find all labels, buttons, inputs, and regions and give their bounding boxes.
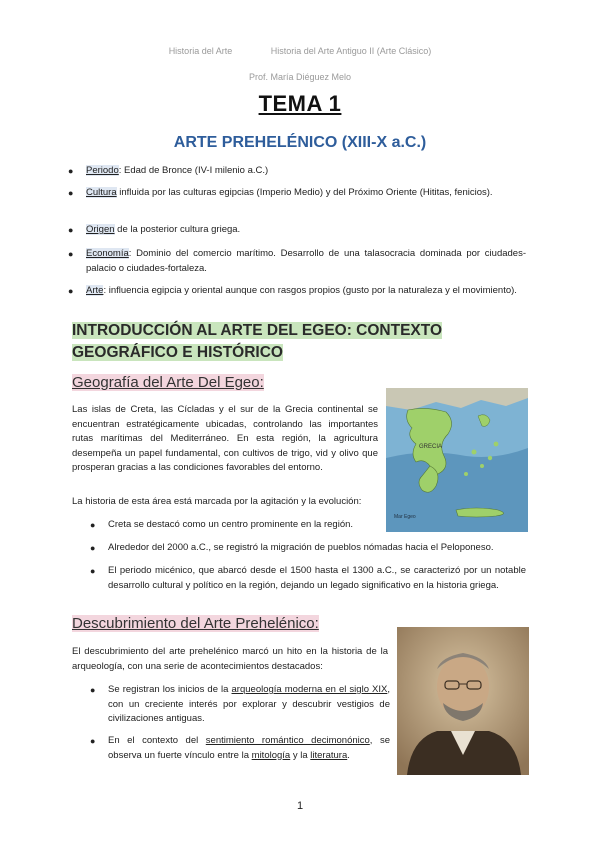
geo-paragraph-2: La historia de esta área está marcada por la agitación y la evolución: bbox=[72, 496, 362, 507]
disc-heading-text: Descubrimiento del Arte Prehelénico: bbox=[72, 615, 319, 632]
geo-paragraph: Las islas de Creta, las Cícladas y el sur de la Grecia continental se encuentran estratégicamente ubicadas, controlando las importantes rutas marítimas del Mediterráneo. En esta región, la agricultura desempeña un papel fundamental, con cultivos de trigo, vid y olivo que prosperan gracias a las condiciones favorables del entorno. bbox=[72, 404, 378, 473]
schliemann-portrait-image bbox=[397, 627, 529, 775]
disc-bullet-2 bbox=[90, 734, 390, 763]
bullet-text-pre: En el contexto del bbox=[108, 735, 206, 746]
bullet-text: Creta se destacó como un centro prominente en la región. bbox=[108, 519, 354, 530]
page-number: 1 bbox=[296, 800, 304, 812]
geo-bullet-2 bbox=[90, 541, 526, 556]
bullet-key: Economía bbox=[86, 248, 129, 259]
bullet-text-pre: Se registran los inicios de la bbox=[108, 684, 232, 695]
header-right: Historia del Arte Antiguo II (Arte Clásico) bbox=[270, 46, 432, 56]
greece-map-image bbox=[386, 388, 528, 532]
bullet-text-post: , con un creciente interés por explorar y descubrir vestigios de civilizaciones antiguas. bbox=[108, 684, 390, 724]
page-subtitle: ARTE PREHELÉNICO (XIII-X a.C.) bbox=[173, 134, 427, 151]
bullet-key: Arte bbox=[86, 285, 104, 296]
bullet-key: Cultura bbox=[86, 187, 117, 198]
intro-bullet-periodo bbox=[68, 164, 526, 179]
bullet-text: Alrededor del 2000 a.C., se registró la migración de pueblos nómadas hacia el Peloponeso. bbox=[108, 542, 494, 553]
bullet-text-end: . bbox=[347, 749, 350, 761]
bullet-text: : influencia egipcia y oriental aunque con rasgos propios (gusto por la naturaleza y el movimiento). bbox=[103, 285, 517, 296]
map-illustration bbox=[386, 388, 528, 532]
link-mitologia[interactable]: mitología bbox=[251, 749, 291, 761]
intro-bullet-cultura bbox=[68, 186, 526, 201]
bullet-text-mid: , se observa un fuerte vínculo entre la bbox=[108, 735, 390, 761]
bullet-dot: ● bbox=[90, 543, 96, 553]
disc-paragraph: El descubrimiento del arte prehelénico marcó un hito en la historia de la arqueología, con una serie de acontecimientos destacados: bbox=[72, 646, 388, 672]
bullet-key: Periodo bbox=[86, 165, 119, 176]
map-label-country: GRECIA bbox=[419, 444, 443, 450]
disc-bullet-1 bbox=[90, 683, 390, 727]
bullet-dot: ● bbox=[68, 225, 74, 235]
bullet-dot: ● bbox=[68, 249, 74, 259]
bullet-text-and: y la bbox=[290, 749, 311, 761]
bullet-dot: ● bbox=[90, 566, 96, 576]
bullet-text: : Dominio del comercio marítimo. Desarrollo de una talasocracia dominada por ciudades-palacio o ciudades-fortaleza. bbox=[86, 248, 526, 274]
link-literatura[interactable]: literatura bbox=[310, 749, 348, 761]
bullet-dot: ● bbox=[90, 520, 96, 530]
page-title: TEMA 1 bbox=[258, 91, 342, 116]
geo-heading-text: Geografía del Arte Del Egeo: bbox=[72, 374, 264, 391]
map-label-sea: Mar Egeo bbox=[394, 514, 416, 520]
header-professor: Prof. María Diéguez Melo bbox=[248, 72, 352, 82]
section-heading-introduccion bbox=[72, 320, 528, 364]
header-left: Historia del Arte bbox=[168, 46, 233, 56]
bullet-dot: ● bbox=[68, 286, 74, 296]
bullet-dot: ● bbox=[68, 188, 74, 198]
intro-bullet-economia bbox=[68, 247, 526, 276]
bullet-dot: ● bbox=[90, 685, 96, 695]
geo-heading bbox=[72, 374, 264, 391]
section-heading-text: INTRODUCCIÓN AL ARTE DEL EGEO: CONTEXTO GEOGRÁFICO E HISTÓRICO bbox=[72, 322, 443, 361]
portrait-illustration bbox=[397, 627, 529, 775]
link-sentimiento-romantico[interactable]: sentimiento romántico decimonónico bbox=[205, 735, 370, 746]
bullet-text: de la posterior cultura griega. bbox=[114, 224, 241, 235]
geo-bullet-1 bbox=[90, 518, 526, 533]
intro-bullet-arte bbox=[68, 284, 526, 299]
geo-bullet-3 bbox=[90, 564, 526, 593]
bullet-text: : Edad de Bronce (IV-I milenio a.C.) bbox=[118, 165, 269, 176]
bullet-dot: ● bbox=[90, 736, 96, 746]
bullet-text: influida por las culturas egipcias (Imperio Medio) y del Próximo Oriente (Hititas, fenicios). bbox=[116, 187, 493, 198]
running-header bbox=[0, 46, 600, 56]
link-arqueologia-moderna[interactable]: arqueología moderna en el siglo XIX bbox=[231, 684, 388, 695]
bullet-dot: ● bbox=[68, 166, 74, 176]
bullet-key: Origen bbox=[86, 224, 115, 235]
bullet-text: El periodo micénico, que abarcó desde el 1500 hasta el 1300 a.C., se caracterizó por un notable desarrollo cultural y político en la región, dejando un legado significativo en la historia griega. bbox=[108, 565, 526, 591]
disc-heading bbox=[72, 615, 319, 632]
intro-bullet-origen bbox=[68, 223, 526, 238]
